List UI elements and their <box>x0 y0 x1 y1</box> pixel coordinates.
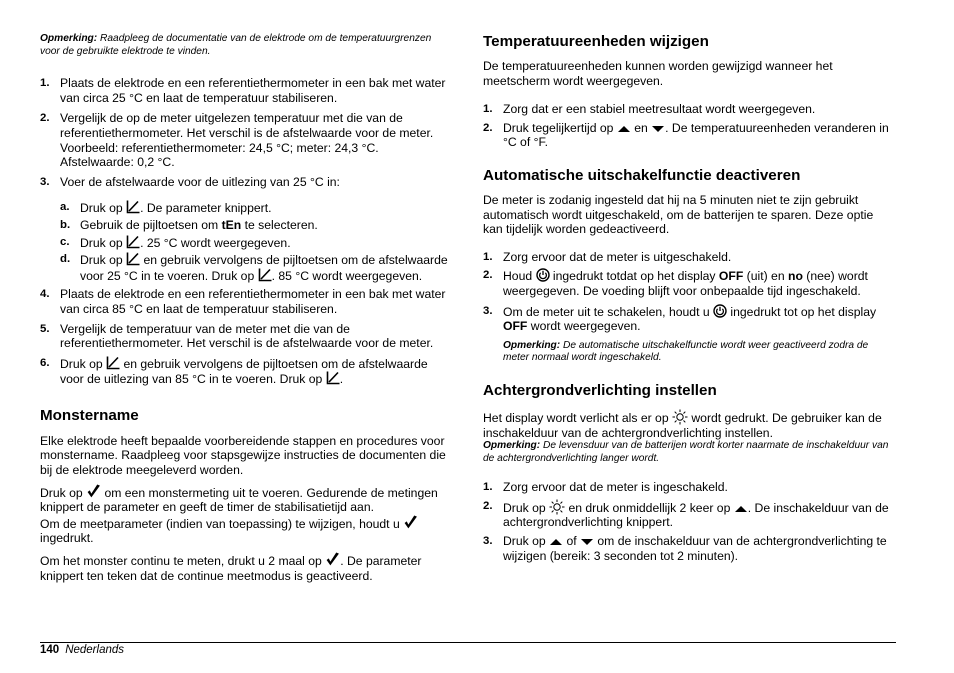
backlight-step-2: 2. Druk op en druk onmiddellijk 2 keer op . De inschakelduur van de achtergrondverlichting knippert. <box>483 499 889 530</box>
temp-step-1: 1. Zorg dat er een stabiel meetresultaat wordt weergegeven. <box>483 102 816 117</box>
check-icon <box>403 515 418 530</box>
temp-steps <box>483 102 895 150</box>
sub-step-b: b. Gebruik de pijltoetsen om tEn te selecteren. <box>60 217 318 232</box>
calibrate-icon <box>326 371 340 385</box>
footer-language: Nederlands <box>65 644 125 656</box>
step-4: 4. Plaats de elektrode en een referentiethermometer in een bak met water van circa 85 °C en laat de temperatuur stabiliseren. <box>40 287 446 316</box>
step-6: 6. Druk op en gebruik vervolgens de pijltoetsen om de afstelwaarde voor de uitlezing van 85 °C in te voeren. Druk op . <box>40 356 428 387</box>
monstername-continuous: Om het monster continu te meten, drukt u 2 maal op . De parameter knippert ten teken dat de continue meetmodus is geactiveerd. <box>40 554 422 583</box>
up-arrow-icon <box>734 504 748 514</box>
backlight-step-1: 1. Zorg ervoor dat de meter is ingeschakeld. <box>483 480 728 495</box>
calibrate-icon <box>126 235 140 249</box>
step-5: 5. Vergelijk de temperatuur van de meter met die van de referentiethermometer. Het verschil is de afstelwaarde voor de meter. <box>40 321 434 351</box>
calibrate-icon <box>126 200 140 214</box>
footer <box>40 643 124 657</box>
down-arrow-icon <box>580 537 594 547</box>
step-1: 1. Plaats de elektrode en een referentiethermometer in een bak met water van circa 25 °C en laat de temperatuur stabiliseren. <box>40 76 446 105</box>
note-backlight: Opmerking: De levensduur van de batterijen wordt korter naarmate de inschakelduur van de achtergrondverlichting langer wordt. <box>483 440 889 464</box>
calibrate-icon <box>126 252 140 266</box>
backlight-intro: Het display wordt verlicht als er op wordt gedrukt. De gebruiker kan de inschakelduur van de achtergrondverlichting instellen. <box>483 410 882 440</box>
up-arrow-icon <box>617 124 631 134</box>
backlight-step-3: 3. Druk op of om de inschakelduur van de achtergrondverlichting te wijzigen (bereik: 3 seconden tot 2 minuten). <box>483 534 887 563</box>
backlight-icon <box>672 409 688 425</box>
left-column <box>40 30 450 583</box>
auto-step-1: 1. Zorg ervoor dat de meter is uitgeschakeld. <box>483 249 732 264</box>
calibrate-icon <box>258 268 272 282</box>
note-temperature-limits: Opmerking: Raadpleeg de documentatie van de elektrode om de temperatuurgrenzen voor de gebruikte elektrode te vinden. <box>40 33 432 57</box>
auto-steps <box>483 250 895 334</box>
auto-step-2: 2. Houd ingedrukt totdat op het display OFF (uit) en no (nee) wordt weergegeven. De voeding blijft voor onbepaalde tijd ingeschakeld. <box>483 269 868 298</box>
right-column <box>483 30 895 563</box>
temp-step-2: 2. Druk tegelijkertijd op en . De temperatuureenheden veranderen in °C of °F. <box>483 120 889 150</box>
heading-auto-off: Automatische uitschakelfunctie deactiveren <box>483 166 801 184</box>
monstername-intro: Elke elektrode heeft bepaalde voorbereidende stappen en procedures voor monstername. Raadpleeg voor stapsgewijze instructies de documenten die bij de elektrode meegeleverd worden. <box>40 433 446 478</box>
footer-rule <box>40 642 896 643</box>
calibrate-icon <box>106 356 120 370</box>
monstername-measure: Druk op om een monstermeting uit te voeren. Gedurende de metingen knippert de parameter en geeft de timer de stabilisatietijd aan. Om de meetparameter (indien van toepassing) te wijzigen, houdt u ingedrukt. <box>40 485 438 546</box>
auto-step-3: 3. Om de meter uit te schakelen, houdt u ingedrukt tot op het display OFF wordt weergegeven. <box>483 304 877 334</box>
check-icon <box>325 552 340 567</box>
power-icon <box>536 268 550 282</box>
calibration-steps <box>40 76 450 189</box>
page-number: 140 <box>40 644 60 656</box>
sub-step-d: d. Druk op en gebruik vervolgens de pijltoetsen om de afstelwaarde voor 25 °C in te voeren. Druk op . 85 °C wordt weergegeven. <box>60 253 448 283</box>
step-3: 3. Voer de afstelwaarde voor de uitlezing van 25 °C in: <box>40 174 340 189</box>
note-auto-off: Opmerking: De automatische uitschakelfunctie wordt weer geactiveerd zodra de meter normaal wordt ingeschakeld. <box>503 339 869 364</box>
heading-backlight: Achtergrondverlichting instellen <box>483 381 717 399</box>
check-icon <box>86 484 101 499</box>
up-arrow-icon <box>549 537 563 547</box>
heading-temperature-units: Temperatuureenheden wijzigen <box>483 33 709 50</box>
down-arrow-icon <box>651 124 665 134</box>
heading-monstername: Monstername <box>40 406 139 424</box>
calibration-steps-cont <box>40 287 450 387</box>
backlight-steps <box>483 480 895 563</box>
sub-step-c: c. Druk op . 25 °C wordt weergegeven. <box>60 235 291 250</box>
sub-step-a: a. Druk op . De parameter knippert. <box>60 201 272 216</box>
power-icon <box>713 304 727 318</box>
backlight-icon <box>549 499 565 515</box>
auto-intro: De meter is zodanig ingesteld dat hij na 5 minuten niet te zijn gebruikt automatisch wordt uitgeschakeld, om de batterijen te sparen. Deze optie kan tijdelijk worden gedeactiveerd. <box>483 192 874 237</box>
step-2: 2. Vergelijk de op de meter uitgelezen temperatuur met die van de referentiethermometer. Het verschil is de afstelwaarde voor de meter. Voorbeeld: referentiethermometer: 24,5 °C; meter: 24,3 °C. Afstelwaarde: 0,2 °C. <box>40 111 434 170</box>
sub-steps <box>40 200 450 283</box>
temp-intro: De temperatuureenheden kunnen worden gewijzigd wanneer het meetscherm wordt weergegeven. <box>483 59 833 88</box>
